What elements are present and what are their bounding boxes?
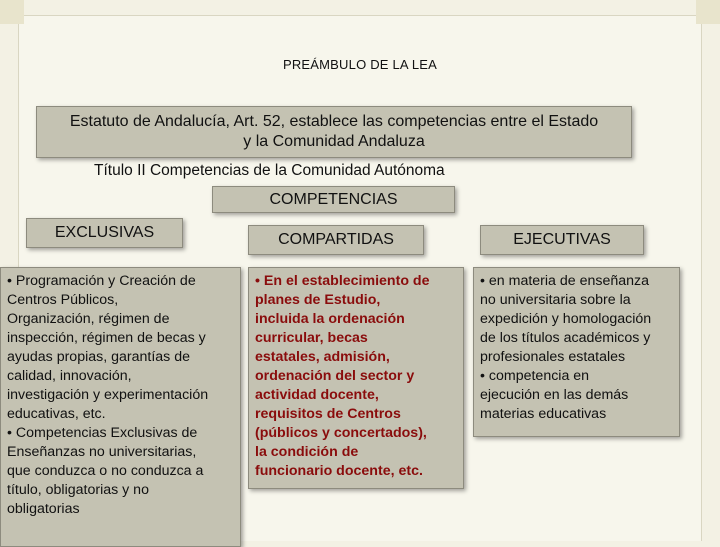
ejecutivas-line: materias educativas xyxy=(480,406,607,422)
exclusivas-line: ayudas propias, garantías de xyxy=(7,349,190,365)
compartidas-header: COMPARTIDAS xyxy=(248,225,424,255)
compartidas-line: estatales, admisión, xyxy=(255,349,390,365)
exclusivas-line: Enseñanzas no universitarias, xyxy=(7,444,197,460)
ejecutivas-line: • competencia en xyxy=(480,368,590,384)
compartidas-line: requisitos de Centros xyxy=(255,406,401,422)
exclusivas-line: • Programación y Creación de xyxy=(7,273,196,289)
exclusivas-line: inspección, régimen de becas y xyxy=(7,330,206,346)
compartidas-line: incluida la ordenación xyxy=(255,311,405,327)
exclusivas-line: educativas, etc. xyxy=(7,406,106,422)
compartidas-line: funcionario docente, etc. xyxy=(255,463,423,479)
ejecutivas-line: • en materia de enseñanza xyxy=(480,273,650,289)
estatuto-box xyxy=(36,106,632,158)
compartidas-line: • En el establecimiento de xyxy=(255,273,430,289)
compartidas-line: la condición de xyxy=(255,444,359,460)
compartidas-content xyxy=(248,267,464,489)
corner-decoration xyxy=(0,0,24,24)
exclusivas-line: investigación y experimentación xyxy=(7,387,209,403)
ejecutivas-line: ejecución en las demás xyxy=(480,387,629,403)
exclusivas-line: que conduzca o no conduzca a xyxy=(7,463,204,479)
compartidas-line: (públicos y concertados), xyxy=(255,425,427,441)
estatuto-line: Estatuto de Andalucía, Art. 52, establece las competencias entre el Estado xyxy=(69,113,599,130)
compartidas-line: ordenación del sector y xyxy=(255,368,415,384)
exclusivas-line: Organización, régimen de xyxy=(7,311,170,327)
exclusivas-line: título, obligatorias y no xyxy=(7,482,149,498)
exclusivas-line: • Competencias Exclusivas de xyxy=(7,425,198,441)
compartidas-line: planes de Estudio, xyxy=(255,292,381,308)
ejecutivas-header: EJECUTIVAS xyxy=(480,225,644,255)
exclusivas-line: Centros Públicos, xyxy=(7,292,119,308)
ejecutivas-line: no universitaria sobre la xyxy=(480,292,631,308)
ejecutivas-line: de los títulos académicos y xyxy=(480,330,651,346)
compartidas-line: actividad docente, xyxy=(255,387,379,403)
exclusivas-line: calidad, innovación, xyxy=(7,368,132,384)
exclusivas-line: obligatorias xyxy=(7,501,80,517)
exclusivas-content xyxy=(0,267,241,547)
page-title: PREÁMBULO DE LA LEA xyxy=(282,57,438,72)
compartidas-line: curricular, becas xyxy=(255,330,368,346)
ejecutivas-line: expedición y homologación xyxy=(480,311,652,327)
ejecutivas-content xyxy=(473,267,680,437)
titulo-ii-label: Título II Competencias de la Comunidad Autónoma xyxy=(94,162,445,179)
estatuto-line: y la Comunidad Andaluza xyxy=(243,133,425,150)
ejecutivas-line: profesionales estatales xyxy=(480,349,626,365)
corner-decoration xyxy=(696,0,720,24)
exclusivas-header: EXCLUSIVAS xyxy=(26,218,183,248)
competencias-box: COMPETENCIAS xyxy=(212,186,455,213)
